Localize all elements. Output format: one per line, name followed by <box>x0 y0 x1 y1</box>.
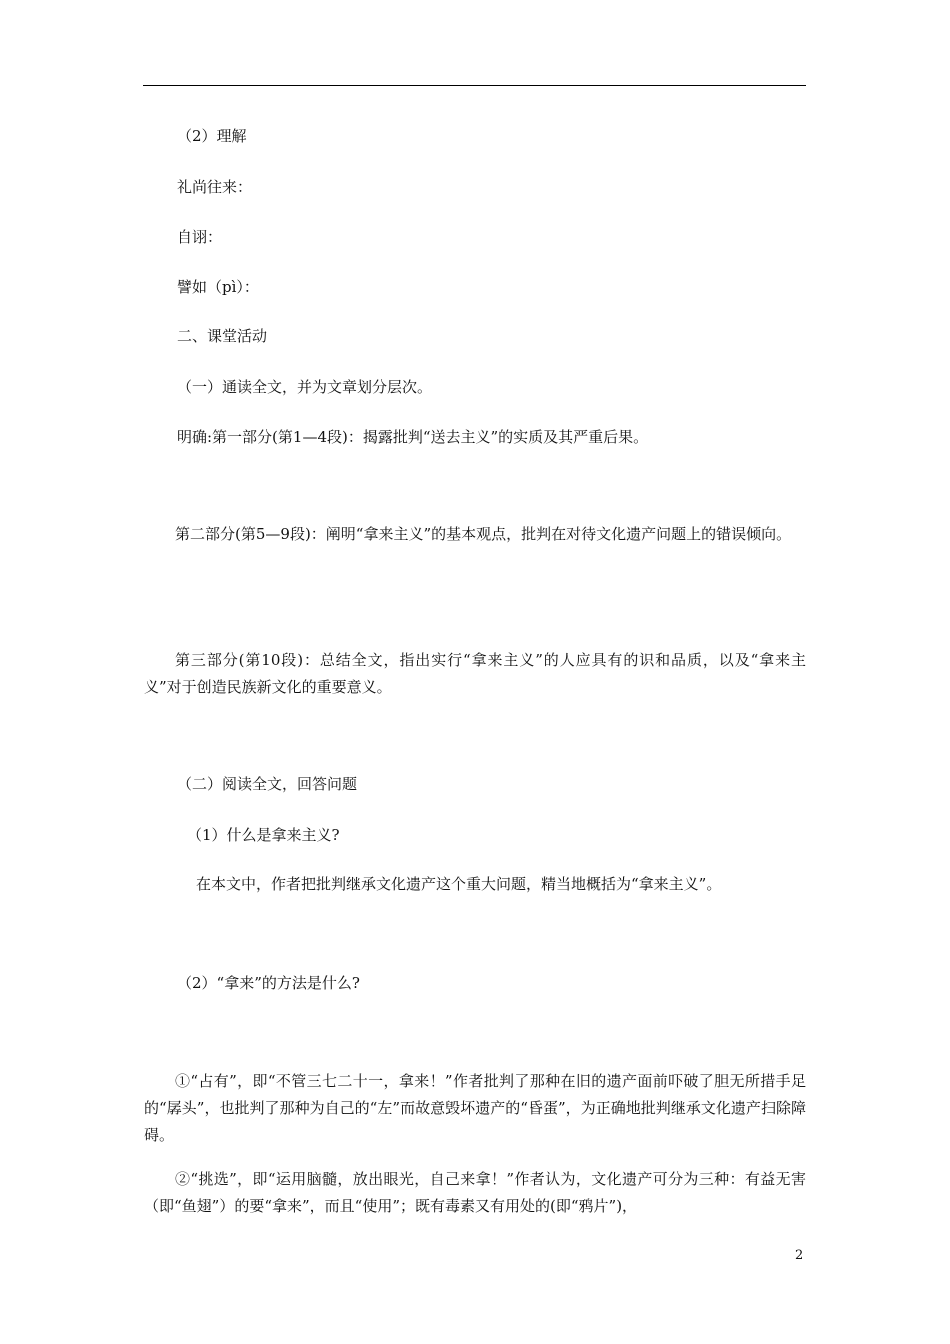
paragraph: 第二部分(第5—9段)：阐明“拿来主义”的基本观点，批判在对待文化遗产问题上的错误倾向。 <box>175 525 792 543</box>
paragraph: ①“占有”，即“不管三七二十一，拿来！”作者批判了那种在旧的遗产面前吓破了胆无所措手足的“孱头”，也批判了那种为自己的“左”而故意毁坏遗产的“昏蛋”，为正确地批判继承文化遗产扫除障碍。 <box>144 1072 806 1144</box>
header-rule <box>143 85 806 86</box>
paragraph: 第三部分(第10段)：总结全文，指出实行“拿来主义”的人应具有的识和品质，以及“拿来主义”对于创造民族新文化的重要意义。 <box>144 651 806 696</box>
text-line: 自诩： <box>177 228 223 246</box>
section-heading: 二、课堂活动 <box>177 327 268 345</box>
question: （2）“拿来”的方法是什么? <box>177 974 360 992</box>
section-heading: （二）阅读全文，回答问题 <box>177 775 358 793</box>
text-line: 在本文中，作者把批判继承文化遗产这个重大问题，精当地概括为“拿来主义”。 <box>196 875 722 893</box>
text-line: （2）理解 <box>177 127 247 145</box>
text-line: （一）通读全文，并为文章划分层次。 <box>177 378 433 396</box>
text-line: 明确:第一部分(第1—4段)：揭露批判“送去主义”的实质及其严重后果。 <box>177 428 649 446</box>
question: （1）什么是拿来主义? <box>187 826 340 844</box>
text-line: 礼尚往来： <box>177 178 253 196</box>
page-number: 2 <box>795 1248 804 1263</box>
text-line: 譬如（pì）： <box>177 278 259 296</box>
paragraph: ②“挑选”，即“运用脑髓，放出眼光，自己来拿！”作者认为，文化遗产可分为三种：有益无害（即“鱼翅”）的要“拿来”，而且“使用”；既有毒素又有用处的(即“鸦片”)， <box>144 1170 806 1215</box>
